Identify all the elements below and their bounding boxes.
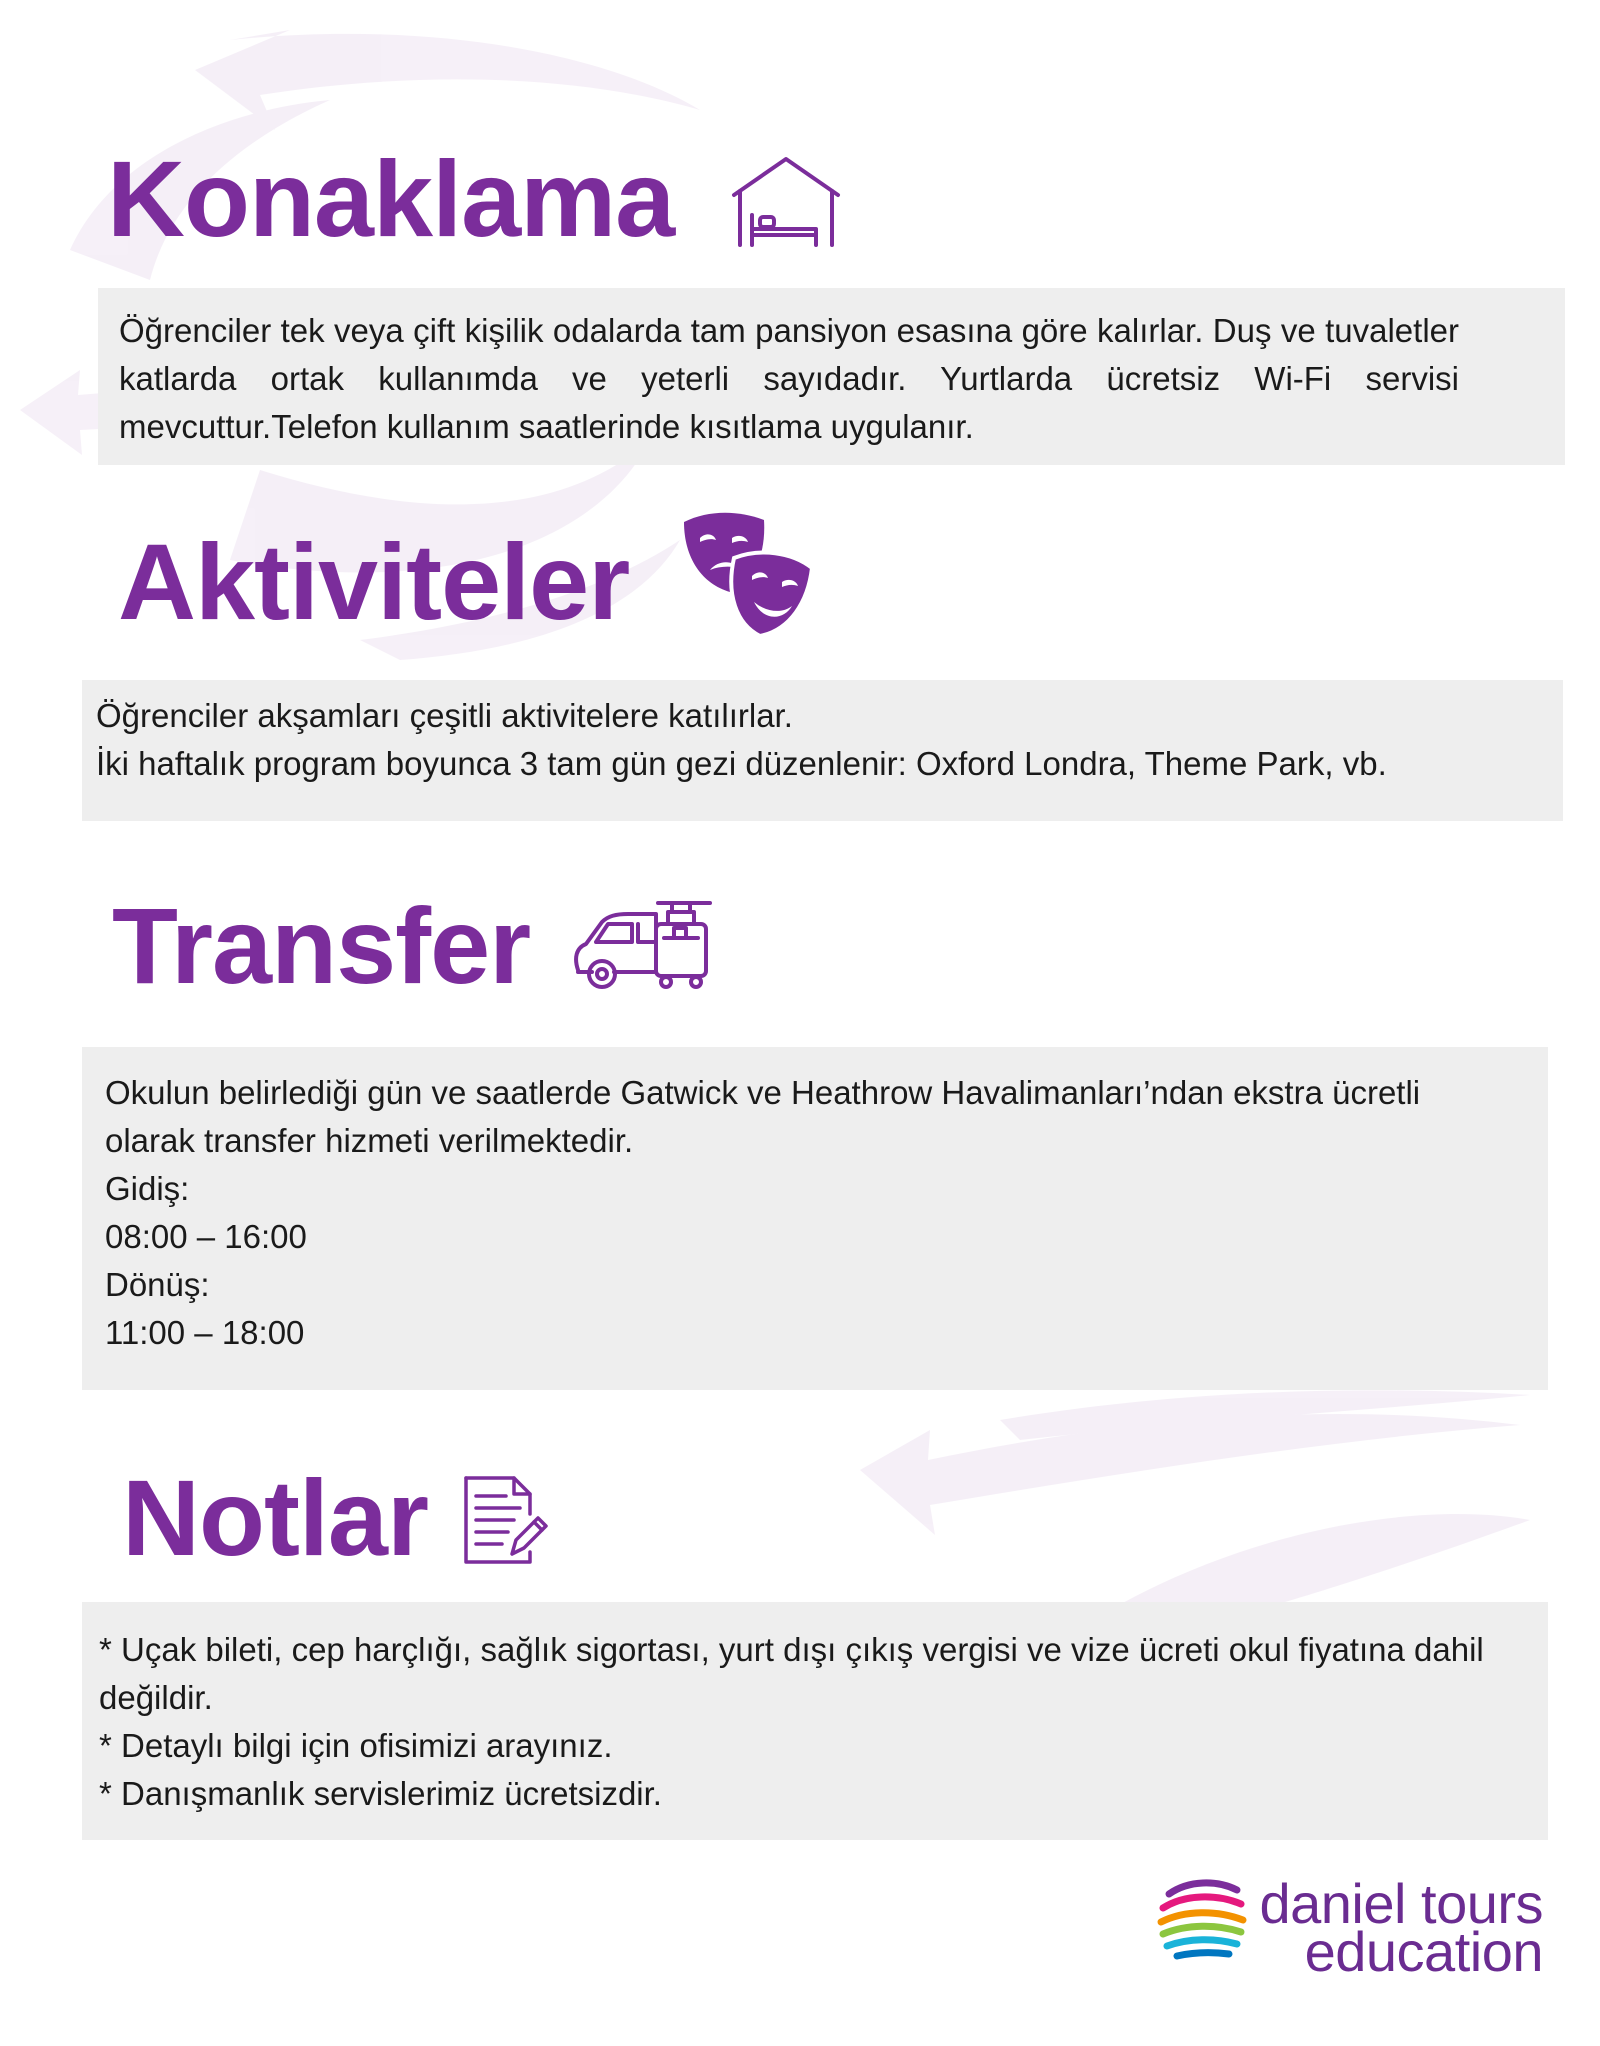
transfer-return-label: Dönüş:	[105, 1266, 210, 1303]
aktiviteler-line-1: Öğrenciler akşamları çeşitli aktivitelere katılırlar.	[96, 697, 793, 734]
document-pen-icon	[462, 1474, 548, 1566]
logo-text-line-1: daniel tours	[1259, 1872, 1543, 1935]
heading-notlar: Notlar	[122, 1457, 429, 1578]
swirl-logo-icon	[1155, 1874, 1250, 1964]
notlar-line-1: * Uçak bileti, cep harçlığı, sağlık sigortası, yurt dışı çıkış vergisi ve vize ücreti okul fiyatına dahil değildir.	[99, 1631, 1484, 1716]
konaklama-description-box	[98, 288, 1565, 465]
aktiviteler-line-2: İki haftalık program boyunca 3 tam gün gezi düzenlenir: Oxford Londra, Theme Park, vb.	[96, 745, 1387, 782]
heading-aktiviteler: Aktiviteler	[118, 521, 630, 642]
daniel-tours-logo	[1155, 1870, 1575, 1990]
aktiviteler-description-box	[82, 680, 1563, 821]
theater-masks-icon	[680, 508, 815, 640]
transfer-departure-hours: 08:00 – 16:00	[105, 1218, 307, 1255]
transfer-return-hours: 11:00 – 18:00	[105, 1314, 305, 1351]
car-luggage-icon	[572, 898, 712, 990]
heading-konaklama: Konaklama	[107, 138, 675, 259]
konaklama-description: Öğrenciler tek veya çift kişilik odalarda tam pansiyon esasına göre kalırlar. Duş ve tuvaletler katlarda ortak kullanımda ve yeterli sayıdadır. Yurtlarda ücretsiz Wi-Fi servisi mevcuttur.Telefon kullanım saatlerinde kısıtlama uygulanır.	[119, 312, 1459, 445]
notlar-line-3: * Danışmanlık servislerimiz ücretsizdir.	[99, 1775, 662, 1812]
transfer-intro: Okulun belirlediği gün ve saatlerde Gatwick ve Heathrow Havalimanları’ndan ekstra ücretli olarak transfer hizmeti verilmektedir.	[105, 1074, 1421, 1159]
transfer-departure-label: Gidiş:	[105, 1170, 190, 1207]
transfer-description-box	[82, 1047, 1548, 1390]
heading-transfer: Transfer	[112, 885, 531, 1006]
logo-text-line-2: education	[1304, 1920, 1543, 1983]
house-bed-icon	[730, 153, 842, 249]
notlar-line-2: * Detaylı bilgi için ofisimizi arayınız.	[99, 1727, 613, 1764]
notlar-description-box	[82, 1602, 1548, 1840]
